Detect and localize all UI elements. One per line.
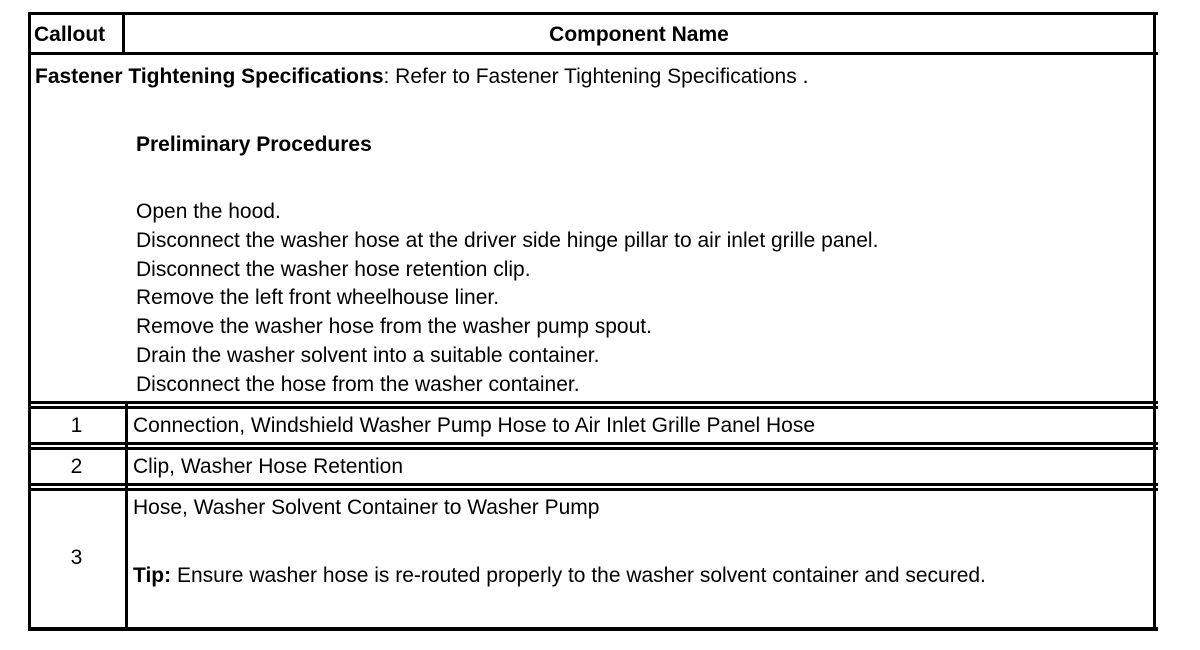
header-component-name: Component Name	[549, 23, 729, 46]
row1-component-name: Connection, Windshield Washer Pump Hose to Air Inlet Grille Panel Hose	[133, 414, 816, 437]
row3-tip	[133, 562, 986, 590]
tip-text: Ensure washer hose is re-routed properly to the washer solvent container and secured.	[171, 564, 986, 587]
fastener-spec-text: : Refer to Fastener Tightening Specifications .	[383, 65, 809, 88]
section-divider	[28, 401, 1158, 404]
row1-bottom-border	[28, 442, 1158, 445]
tip-label: Tip:	[133, 564, 172, 587]
procedure-step: Disconnect the hose from the washer container.	[136, 372, 580, 396]
header-divider	[28, 52, 1158, 55]
table-border-bottom	[28, 627, 1158, 631]
row2-component-name: Clip, Washer Hose Retention	[133, 455, 404, 478]
table-border-left	[28, 12, 31, 631]
procedure-list	[136, 198, 878, 400]
row1-top-border	[28, 406, 1158, 409]
rows-column-divider	[125, 403, 128, 629]
table-border-top	[28, 12, 1158, 15]
table-border-right	[1153, 12, 1156, 631]
row2-bottom-border	[28, 483, 1158, 486]
row3-component-name: Hose, Washer Solvent Container to Washer Pump	[133, 496, 600, 519]
procedure-step: Remove the left front wheelhouse liner.	[136, 286, 500, 310]
row2-top-border	[28, 447, 1158, 450]
component-table	[28, 12, 1158, 632]
procedure-step: Drain the washer solvent into a suitable container.	[136, 343, 600, 367]
preliminary-title: Preliminary Procedures	[136, 133, 372, 156]
procedure-step: Open the hood.	[136, 200, 281, 223]
row3-top-border	[28, 488, 1158, 491]
procedure-step: Remove the washer hose from the washer pump spout.	[136, 315, 652, 339]
procedure-step: Disconnect the washer hose at the driver side hinge pillar to air inlet grille panel.	[136, 228, 879, 252]
row1-callout: 1	[70, 414, 83, 437]
fastener-spec-label: Fastener Tightening Specifications	[35, 65, 384, 88]
row2-callout: 2	[70, 455, 83, 478]
header-callout: Callout	[34, 23, 106, 46]
procedure-step: Disconnect the washer hose retention clip.	[136, 257, 531, 281]
row3-callout: 3	[70, 546, 83, 569]
fastener-spec-line	[35, 63, 808, 91]
